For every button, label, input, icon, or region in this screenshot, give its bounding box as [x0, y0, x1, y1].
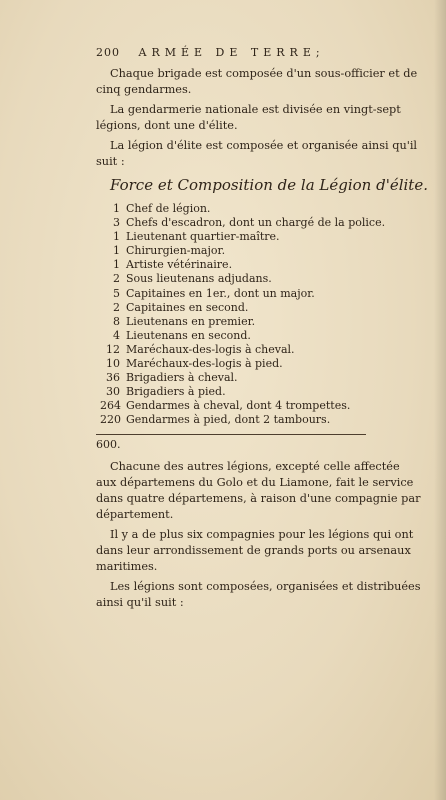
- paragraph: La gendarmerie nationale est divisée en vingt-sept légions, dont une d'élite.: [96, 103, 401, 132]
- item-count: 5: [113, 286, 120, 300]
- list-item: [100, 202, 422, 216]
- item-count: 8: [113, 314, 120, 328]
- section-title: Force et Composition de la Légion d'élite.: [110, 176, 428, 194]
- list-item: [100, 371, 422, 385]
- item-count: 36: [106, 371, 120, 385]
- list-item: [100, 230, 422, 244]
- paragraph: Chacune des autres légions, excepté celle affectée aux départemens du Golo et du Liamone, fait le service dans quatre départemens, à raison d'une compagnie par département.: [96, 459, 421, 521]
- item-label: Chef de légion.: [126, 202, 211, 215]
- list-item: [100, 385, 422, 399]
- item-label: Maréchaux-des-logis à pied.: [126, 357, 283, 371]
- item-label: Gendarmes à pied, dont 2 tambours.: [126, 413, 331, 427]
- item-count: 264: [100, 399, 121, 413]
- list-item: [100, 272, 422, 286]
- paragraph: Il y a de plus six compagnies pour les légions qui ont dans leur arrondissement de grands ports ou arsenaux maritimes.: [96, 527, 414, 573]
- item-label: Capitaines en 1er., dont un major.: [126, 286, 315, 300]
- item-count: 2: [113, 300, 120, 314]
- item-label: Artiste vétérinaire.: [126, 258, 233, 272]
- item-count: 1: [113, 230, 120, 244]
- item-count: 10: [106, 357, 120, 371]
- item-count: 12: [106, 342, 120, 356]
- paragraph: La légion d'élite est composée et organisée ainsi qu'il suit :: [96, 139, 418, 168]
- item-label: Sous lieutenans adjudans.: [126, 272, 272, 286]
- list-item: [100, 301, 422, 315]
- item-count: 220: [100, 413, 121, 427]
- item-label: Capitaines en second.: [126, 300, 249, 314]
- running-title: ARMÉE DE TERRE;: [138, 46, 325, 59]
- list-item: [100, 216, 422, 230]
- item-label: Lieutenant quartier-maître.: [126, 230, 280, 244]
- item-count: 30: [106, 385, 120, 399]
- item-count: 1: [113, 258, 120, 272]
- list-item: [100, 287, 422, 301]
- page-number: 200: [96, 46, 120, 59]
- item-label: Chefs d'escadron, dont un chargé de la police.: [126, 216, 386, 230]
- divider: [96, 434, 366, 435]
- item-label: Maréchaux-des-logis à cheval.: [126, 342, 295, 356]
- item-count: 3: [113, 216, 120, 230]
- list-item: [100, 357, 422, 371]
- list-item: [100, 315, 422, 329]
- item-label: Brigadiers à cheval.: [126, 371, 238, 385]
- item-count: 2: [113, 272, 120, 286]
- page-edge-shadow: [434, 0, 446, 800]
- list-item: [100, 258, 422, 272]
- item-count: 4: [113, 328, 120, 342]
- total-count: 600.: [96, 437, 121, 451]
- page-body: [96, 66, 428, 615]
- list-item: [100, 343, 422, 357]
- page-header: [96, 46, 426, 59]
- list-item: [100, 399, 422, 413]
- item-label: Gendarmes à cheval, dont 4 trompettes.: [126, 399, 351, 413]
- list-item: [100, 413, 422, 427]
- paragraph: Les légions sont composées, organisées et distribuées ainsi qu'il suit :: [96, 579, 421, 609]
- item-count: 1: [113, 202, 120, 215]
- list-item: [100, 244, 422, 258]
- list-item: [100, 329, 422, 343]
- paragraph: Chaque brigade est composée d'un sous-officier et de cinq gendarmes.: [96, 67, 418, 96]
- item-label: Chirurgien-major.: [126, 244, 226, 258]
- composition-list: [100, 202, 422, 428]
- item-count: 1: [113, 244, 120, 258]
- item-label: Lieutenans en premier.: [126, 314, 256, 328]
- item-label: Lieutenans en second.: [126, 328, 251, 342]
- item-label: Brigadiers à pied.: [126, 385, 226, 399]
